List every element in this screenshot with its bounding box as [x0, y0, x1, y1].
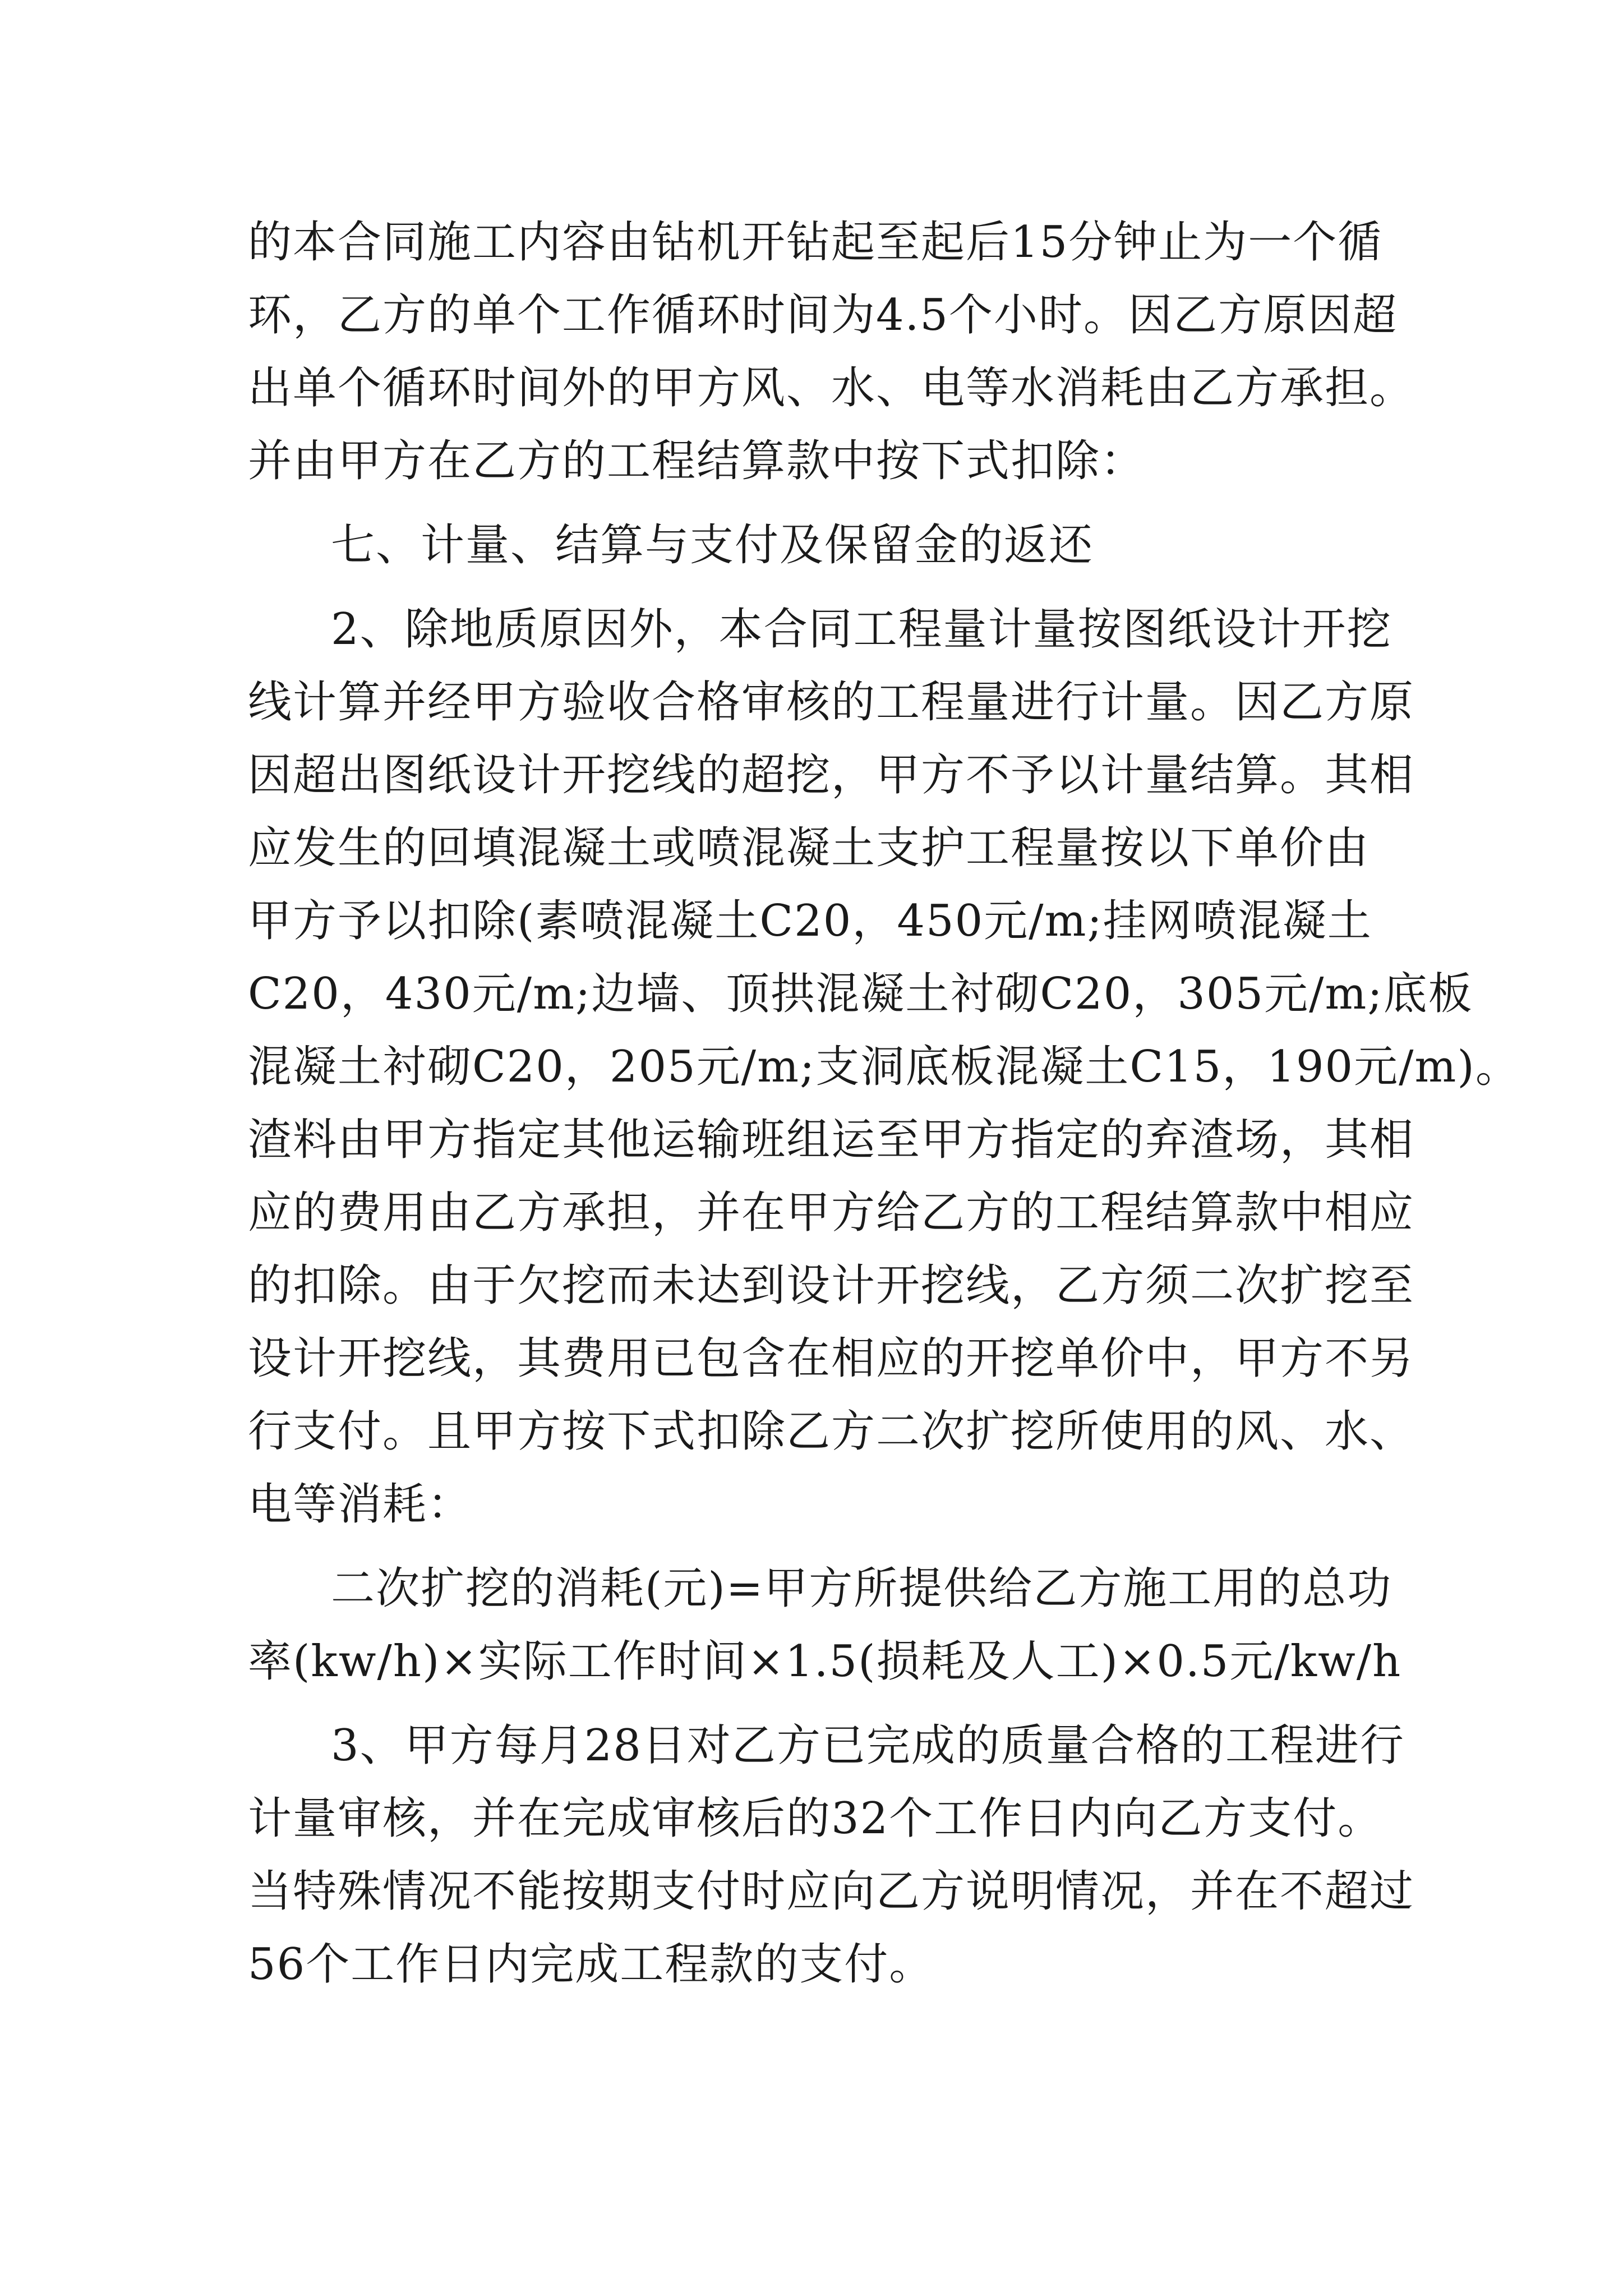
text-line: 应的费用由乙方承担，并在甲方给乙方的工程结算款中相应 — [248, 1188, 1415, 1238]
text-line: 渣料由甲方指定其他运输班组运至甲方指定的弃渣场，其相 — [248, 1115, 1415, 1165]
text-line: 56个工作日内完成工程款的支付。 — [248, 1939, 934, 1990]
text-line: 行支付。且甲方按下式扣除乙方二次扩挖所使用的风、水、 — [248, 1406, 1415, 1457]
text-line: 混凝土衬砌C20，205元/m;支洞底板混凝土C15，190元/m)。 — [248, 1042, 1520, 1092]
text-line: 3、甲方每月28日对乙方已完成的质量合格的工程进行 — [331, 1720, 1405, 1771]
text-line: 的扣除。由于欠挖而未达到设计开挖线，乙方须二次扩挖至 — [248, 1260, 1415, 1311]
text-line: C20，430元/m;边墙、顶拱混凝土衬砌C20，305元/m;底板 — [248, 969, 1473, 1019]
text-line: 当特殊情况不能按期支付时应向乙方说明情况，并在不超过 — [248, 1866, 1415, 1917]
text-line: 线计算并经甲方验收合格审核的工程量进行计量。因乙方原 — [248, 677, 1415, 728]
text-line: 出单个循环时间外的甲方风、水、电等水消耗由乙方承担。 — [248, 363, 1415, 413]
text-line: 环，乙方的单个工作循环时间为4.5个小时。因乙方原因超 — [248, 290, 1398, 341]
formula-line: 率(kw/h)×实际工作时间×1.5(损耗及人工)×0.5元/kw/h — [248, 1636, 1402, 1687]
formula-line: 二次扩挖的消耗(元)=甲方所提供给乙方施工用的总功 — [331, 1563, 1393, 1614]
text-line: 2、除地质原因外，本合同工程量计量按图纸设计开挖 — [331, 604, 1392, 655]
text-line: 计量审核，并在完成审核后的32个工作日内向乙方支付。 — [248, 1793, 1383, 1844]
text-line: 应发生的回填混凝土或喷混凝土支护工程量按以下单价由 — [248, 823, 1370, 873]
text-line: 甲方予以扣除(素喷混凝土C20，450元/m;挂网喷混凝土 — [248, 896, 1372, 946]
section-heading: 七、计量、结算与支付及保留金的返还 — [331, 520, 1094, 570]
text-line: 设计开挖线，其费用已包含在相应的开挖单价中，甲方不另 — [248, 1333, 1415, 1384]
text-line: 的本合同施工内容由钻机开钻起至起后15分钟止为一个循 — [248, 217, 1383, 268]
text-line: 并由甲方在乙方的工程结算款中按下式扣除： — [248, 436, 1146, 486]
text-line: 电等消耗： — [248, 1479, 473, 1530]
text-line: 因超出图纸设计开挖线的超挖，甲方不予以计量结算。其相 — [248, 750, 1415, 800]
